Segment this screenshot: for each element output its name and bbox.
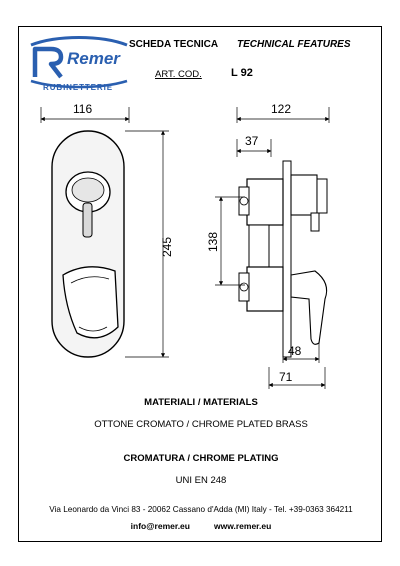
materials-heading: MATERIALI / MATERIALS	[144, 397, 258, 408]
materials-value: OTTONE CROMATO / CHROME PLATED BRASS	[94, 419, 308, 430]
plating-standard: UNI EN 248	[175, 475, 227, 486]
side-view	[215, 107, 329, 389]
footer-contacts	[19, 521, 383, 531]
dim-bottom-depth: 71	[279, 370, 293, 384]
footer-website[interactable]: www.remer.eu	[213, 521, 272, 531]
dim-side-depth: 122	[271, 102, 292, 116]
technical-sheet	[18, 26, 382, 542]
brand-name: Remer	[67, 49, 120, 68]
dim-axis-distance: 138	[206, 231, 220, 252]
title-english: TECHNICAL FEATURES	[237, 39, 351, 50]
dim-upper-offset: 37	[245, 134, 259, 148]
footer-address: Via Leonardo da Vinci 83 - 20062 Cassano d'Adda (MI) Italy - Tel. +39-0363 364211	[49, 505, 353, 514]
technical-drawing	[19, 27, 383, 397]
footer-email[interactable]: info@remer.eu	[130, 521, 190, 531]
front-view	[41, 107, 169, 357]
art-code-value: L 92	[231, 67, 253, 79]
dim-front-height: 245	[160, 236, 174, 257]
art-code-label: ART. COD.	[155, 69, 202, 80]
brand-subtitle: RUBINETTERIE	[43, 83, 113, 92]
title-italian: SCHEDA TECNICA	[129, 39, 219, 50]
plating-heading: CROMATURA / CHROME PLATING	[123, 453, 279, 464]
dim-lower-offset: 48	[288, 344, 302, 358]
dim-front-width: 116	[73, 102, 93, 116]
